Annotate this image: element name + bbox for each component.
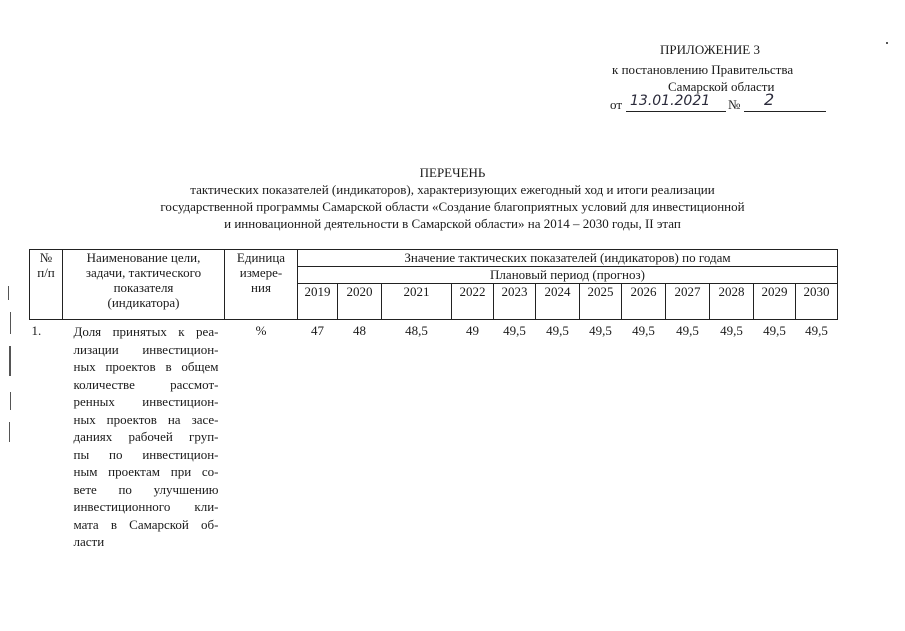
table-row bbox=[30, 320, 838, 551]
year-cell: 2021 bbox=[382, 284, 452, 320]
value-cell: 49,5 bbox=[676, 323, 699, 338]
value-cell: 49,5 bbox=[546, 323, 569, 338]
header-num: № п/п bbox=[30, 250, 63, 320]
title-line-1: тактических показателей (индикаторов), характеризующих ежегодный ход и итоги реализации bbox=[190, 182, 715, 197]
document-title bbox=[0, 164, 905, 232]
indicator-name: Доля принятых к реа- лизации инвестицион- ных проектов в общем количестве рассмот- ренных инвестицион- ных проектов на засе- даниях рабочей груп- пы по инвестицион- ным проектам при со- вете по улучшению инвестиционного кли- мата в Самарской об- ласти bbox=[73, 324, 219, 549]
value-cell: 48 bbox=[353, 323, 366, 338]
appendix-number-label: № bbox=[728, 97, 741, 112]
header-values: Значение тактических показателей (индикаторов) по годам bbox=[298, 250, 838, 267]
indicators-table bbox=[29, 249, 838, 551]
scan-mark bbox=[9, 346, 11, 376]
scan-mark bbox=[10, 392, 11, 410]
header-name: Наименование цели, задачи, тактического показателя (индикатора) bbox=[63, 250, 225, 320]
row-number: 1. bbox=[31, 323, 42, 338]
value-cell: 49,5 bbox=[805, 323, 828, 338]
appendix-title: ПРИЛОЖЕНИЕ 3 bbox=[660, 42, 760, 57]
year-cell: 2020 bbox=[338, 284, 382, 320]
year-cell: 2027 bbox=[666, 284, 710, 320]
header-unit: Единица измере- ния bbox=[225, 250, 298, 320]
appendix-date: 13.01.2021 bbox=[630, 93, 711, 109]
value-cell: 49,5 bbox=[720, 323, 743, 338]
year-cell: 2024 bbox=[536, 284, 580, 320]
scan-mark bbox=[10, 312, 11, 334]
year-cell: 2028 bbox=[710, 284, 754, 320]
year-cell: 2023 bbox=[494, 284, 536, 320]
appendix-from-label: от bbox=[610, 97, 623, 112]
value-cell: 49,5 bbox=[763, 323, 786, 338]
date-underline bbox=[626, 111, 726, 112]
value-cell: 47 bbox=[311, 323, 324, 338]
value-cell: 49,5 bbox=[589, 323, 612, 338]
year-cell: 2030 bbox=[796, 284, 838, 320]
title-line-2: государственной программы Самарской области «Создание благоприятных условий для инвестиционной bbox=[160, 199, 745, 214]
appendix-number: 2 bbox=[764, 90, 775, 109]
value-cell: 48,5 bbox=[405, 323, 428, 338]
value-cell: 49,5 bbox=[503, 323, 526, 338]
year-cell: 2022 bbox=[452, 284, 494, 320]
appendix-decree: к постановлению Правительства bbox=[612, 62, 794, 77]
appendix-region: Самарской области bbox=[668, 79, 775, 94]
indicator-unit: % bbox=[255, 323, 267, 338]
title-heading: ПЕРЕЧЕНЬ bbox=[419, 165, 486, 180]
scan-mark bbox=[886, 42, 888, 44]
year-cell: 2029 bbox=[754, 284, 796, 320]
number-underline bbox=[744, 111, 826, 112]
year-cell: 2025 bbox=[580, 284, 622, 320]
title-line-3: и инновационной деятельности в Самарской области» на 2014 – 2030 годы, II этап bbox=[224, 216, 681, 231]
value-cell: 49,5 bbox=[632, 323, 655, 338]
scan-mark bbox=[8, 286, 9, 300]
year-cell: 2019 bbox=[298, 284, 338, 320]
year-cell: 2026 bbox=[622, 284, 666, 320]
scan-mark bbox=[9, 422, 10, 442]
value-cell: 49 bbox=[466, 323, 479, 338]
header-plan-period: Плановый период (прогноз) bbox=[298, 267, 838, 284]
